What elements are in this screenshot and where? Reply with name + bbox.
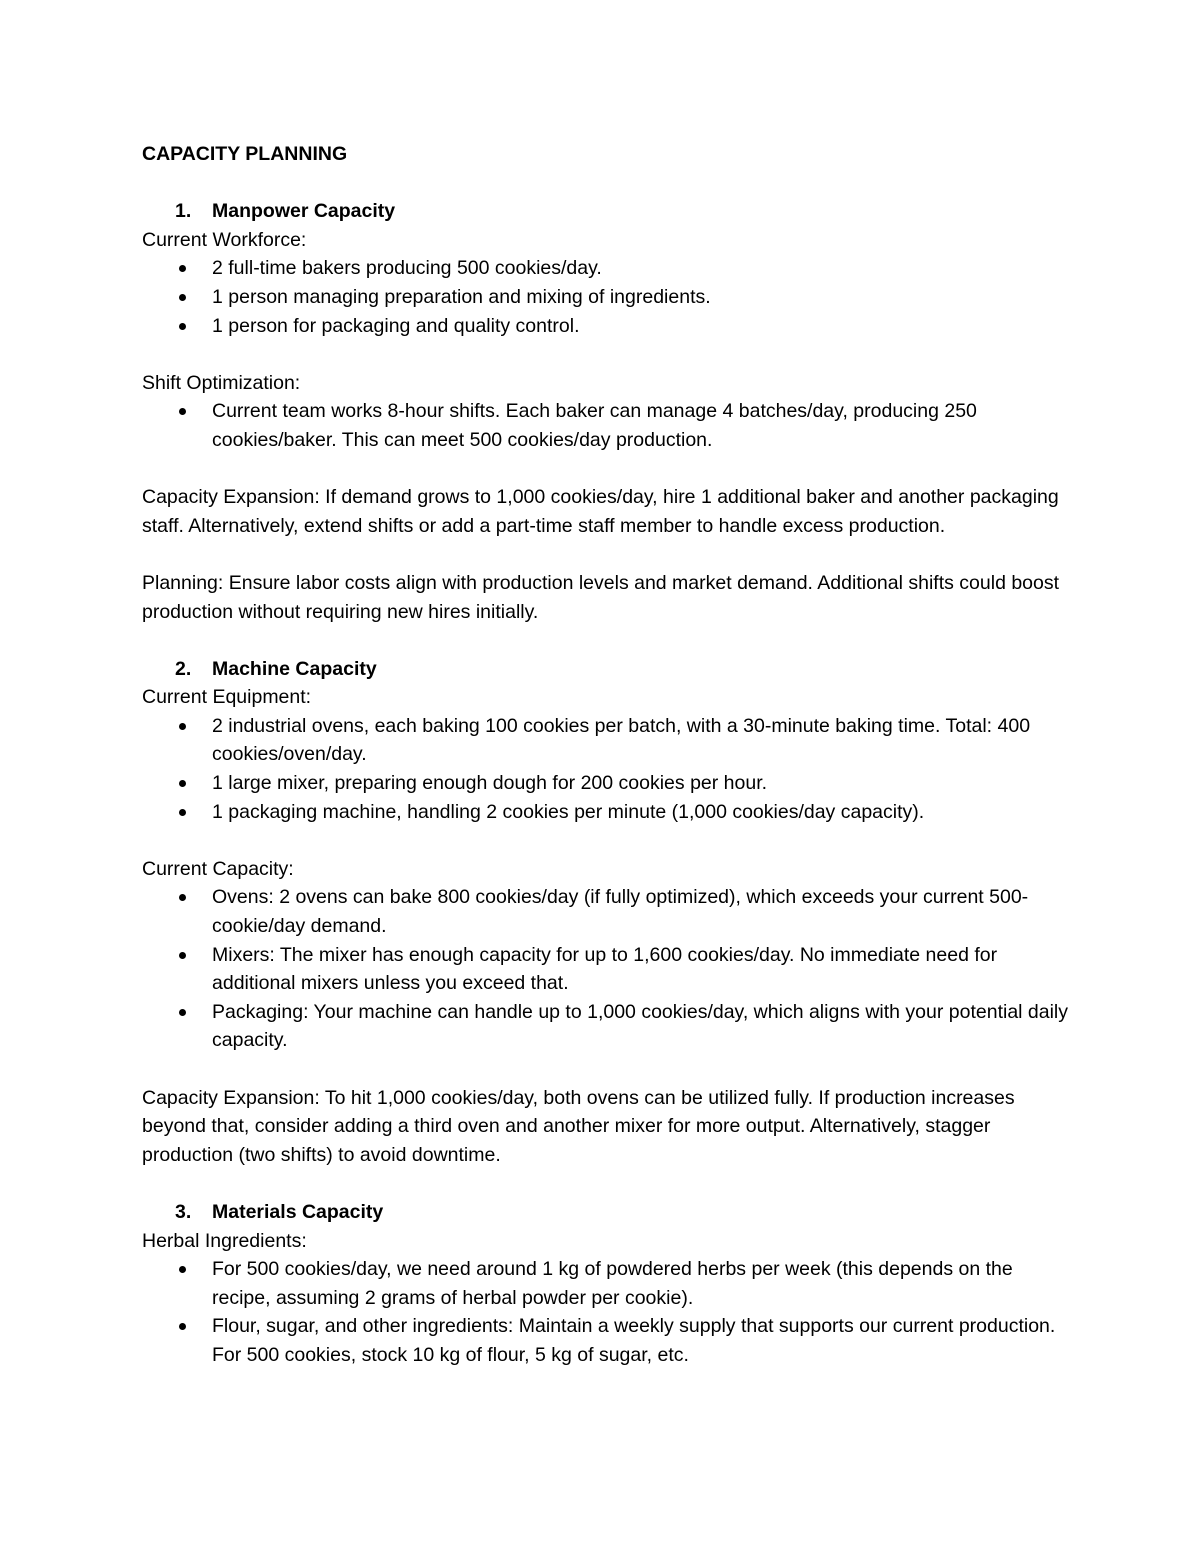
bullet-icon	[179, 408, 186, 415]
section-number: 3.	[175, 1200, 192, 1223]
section-heading-materials	[142, 1198, 1072, 1227]
shift-optimization-list	[142, 397, 1072, 454]
current-equipment-label: Current Equipment:	[142, 686, 312, 709]
current-capacity-label: Current Capacity:	[142, 857, 294, 880]
section-heading-manpower	[142, 197, 1072, 226]
section-heading-machine	[142, 655, 1072, 684]
document-title: CAPACITY PLANNING	[142, 143, 348, 165]
list-item: Packaging: Your machine can handle up to 1,000 cookies/day, which aligns with your potential daily capacity.	[142, 998, 1072, 1055]
section-title: Machine Capacity	[212, 657, 377, 680]
list-item: Current team works 8-hour shifts. Each baker can manage 4 batches/day, producing 250 cookies/baker. This can meet 500 cookies/day production.	[142, 397, 1072, 454]
section-number: 1.	[175, 200, 192, 223]
bullet-icon	[179, 780, 186, 787]
list-item: For 500 cookies/day, we need around 1 kg of powdered herbs per week (this depends on the recipe, assuming 2 grams of herbal powder per cookie).	[142, 1255, 1072, 1312]
herbal-ingredients-list	[142, 1255, 1072, 1369]
list-item: Mixers: The mixer has enough capacity for up to 1,600 cookies/day. No immediate need for additional mixers unless you exceed that.	[142, 941, 1072, 998]
bullet-icon	[179, 952, 186, 959]
current-equipment-list	[142, 712, 1072, 826]
machine-expansion-paragraph: Capacity Expansion: To hit 1,000 cookies/day, both ovens can be utilized fully. If production increases beyond that, consider adding a third oven and another mixer for more output. Alternatively, stagger production (two shifts) to avoid downtime.	[142, 1086, 1015, 1166]
bullet-icon	[179, 294, 186, 301]
current-workforce-label: Current Workforce:	[142, 228, 307, 251]
bullet-icon	[179, 809, 186, 816]
shift-optimization-label: Shift Optimization:	[142, 371, 301, 394]
section-title: Materials Capacity	[212, 1200, 384, 1223]
list-item: 1 packaging machine, handling 2 cookies per minute (1,000 cookies/day capacity).	[142, 798, 1072, 827]
list-item: Flour, sugar, and other ingredients: Maintain a weekly supply that supports our current production. For 500 cookies, stock 10 kg of flour, 5 kg of sugar, etc.	[142, 1312, 1072, 1369]
herbal-ingredients-label: Herbal Ingredients:	[142, 1229, 307, 1252]
bullet-icon	[179, 1266, 186, 1273]
list-item: 1 person managing preparation and mixing of ingredients.	[142, 283, 1072, 312]
bullet-icon	[179, 723, 186, 730]
manpower-planning-paragraph: Planning: Ensure labor costs align with production levels and market demand. Additional shifts could boost production without requiring new hires initially.	[142, 571, 1060, 623]
list-item: Ovens: 2 ovens can bake 800 cookies/day (if fully optimized), which exceeds your current 500-cookie/day demand.	[142, 883, 1072, 940]
bullet-icon	[179, 1009, 186, 1016]
list-item: 2 industrial ovens, each baking 100 cookies per batch, with a 30-minute baking time. Total: 400 cookies/oven/day.	[142, 712, 1072, 769]
list-item: 1 person for packaging and quality control.	[142, 312, 1072, 341]
section-title: Manpower Capacity	[212, 200, 396, 223]
manpower-expansion-paragraph: Capacity Expansion: If demand grows to 1,000 cookies/day, hire 1 additional baker and another packaging staff. Alternatively, extend shifts or add a part-time staff member to handle excess production.	[142, 486, 1059, 537]
document-page	[142, 140, 1072, 1370]
bullet-icon	[179, 1323, 186, 1330]
current-workforce-list	[142, 254, 1072, 340]
bullet-icon	[179, 894, 186, 901]
bullet-icon	[179, 323, 186, 330]
list-item: 1 large mixer, preparing enough dough for 200 cookies per hour.	[142, 769, 1072, 798]
bullet-icon	[179, 265, 186, 272]
list-item: 2 full-time bakers producing 500 cookies/day.	[142, 254, 1072, 283]
section-number: 2.	[175, 657, 192, 680]
current-capacity-list	[142, 883, 1072, 1055]
